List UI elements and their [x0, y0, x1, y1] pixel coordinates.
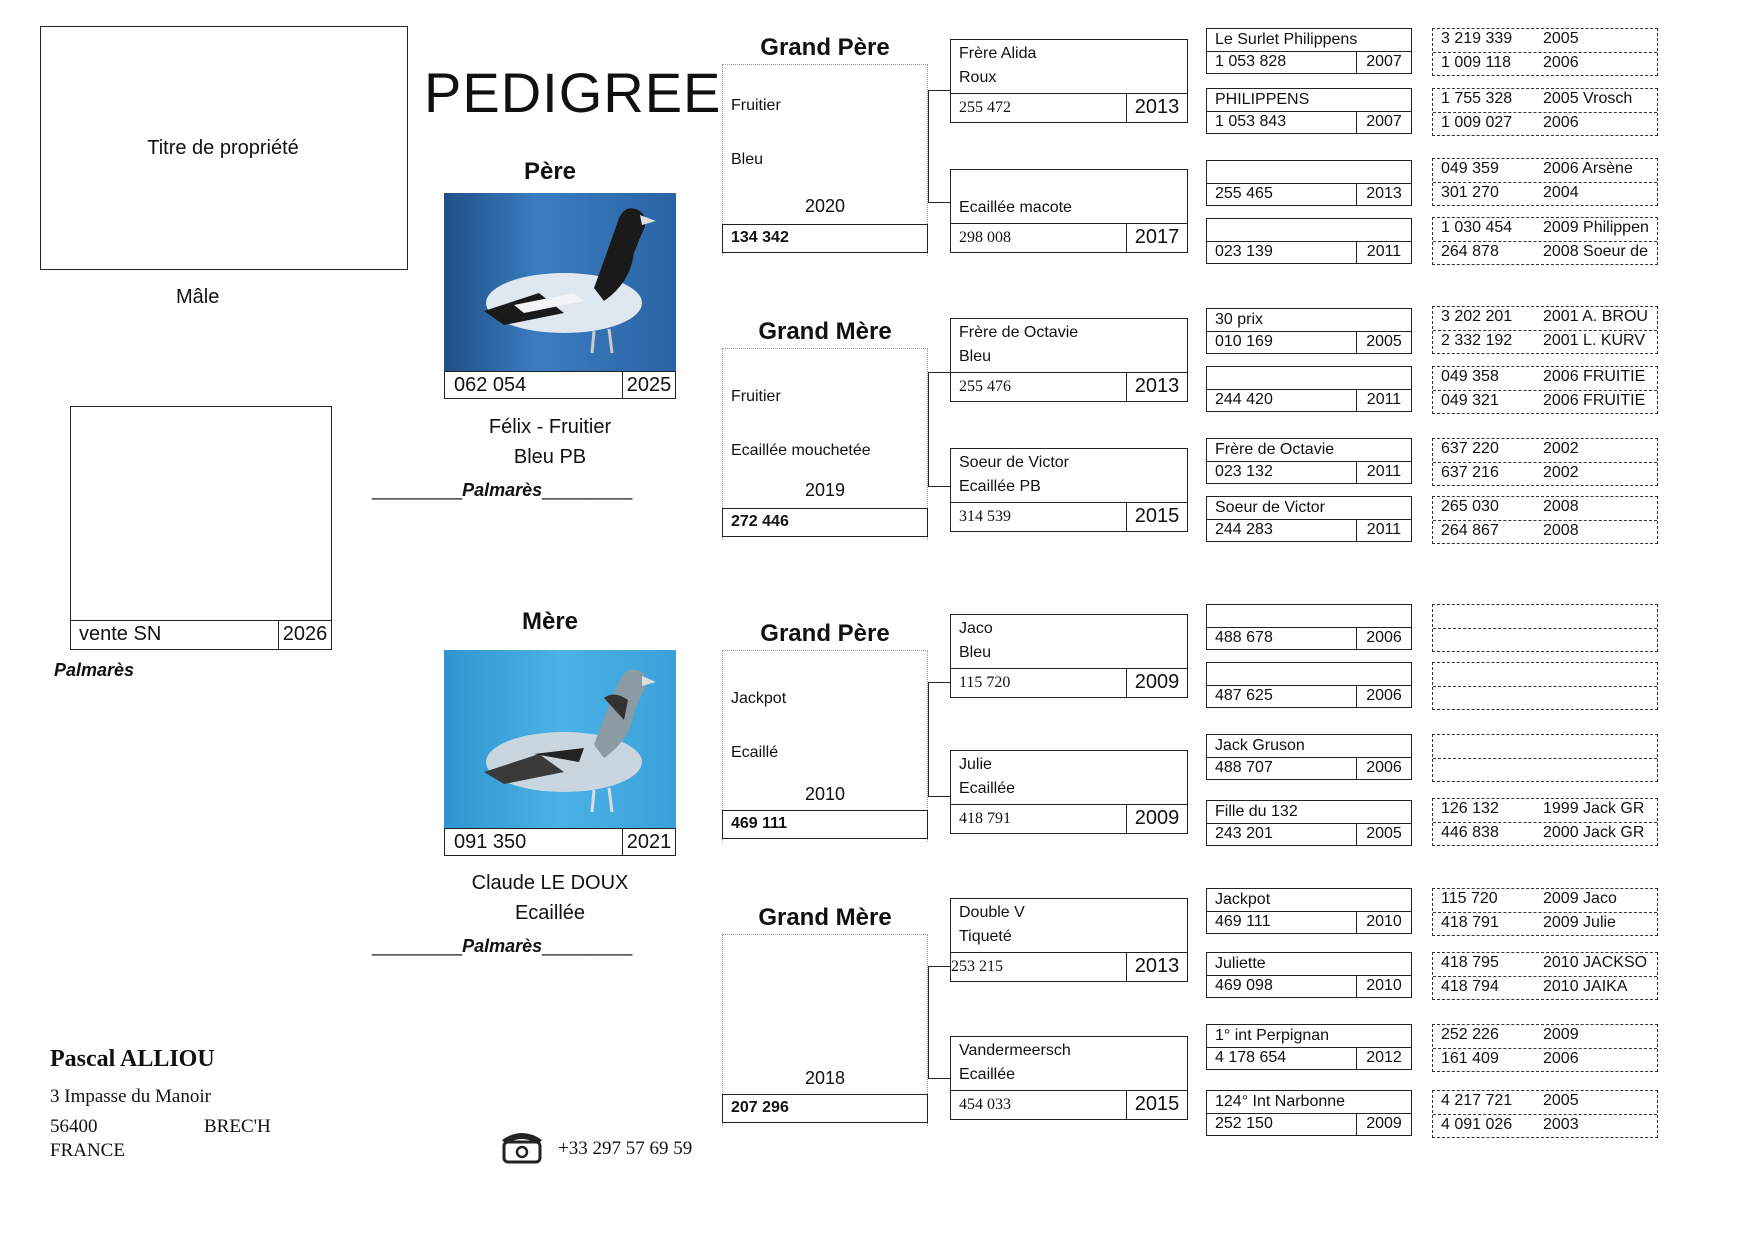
gen5-ring: 049 358	[1441, 368, 1499, 385]
gen5-ring: 418 795	[1441, 954, 1499, 971]
pere-color: Bleu PB	[513, 446, 587, 468]
gen5-info: 2001 A. BROU	[1543, 308, 1648, 325]
gen5-info: 2005	[1543, 1092, 1579, 1109]
mere-id-bar	[444, 828, 676, 856]
gen5-cell-16	[1432, 1090, 1658, 1138]
pere-name: Félix - Fruitier	[488, 416, 612, 438]
grandparent-ring: 469 111	[722, 810, 928, 839]
gen5-info: 2006 FRUITIE	[1543, 368, 1646, 385]
gen5-ring: 4 091 026	[1441, 1116, 1513, 1133]
gen4-cell-7	[1206, 438, 1412, 484]
gen5-info: 2000 Jack GR	[1543, 824, 1645, 841]
mere-palmares	[372, 936, 632, 957]
subject-palmares: Palmarès	[54, 660, 135, 680]
subject-sale: vente SN	[79, 623, 162, 645]
gen5-ring: 418 794	[1441, 978, 1499, 995]
gen4-year: 2006	[1356, 686, 1411, 707]
gen4-name: 124° Int Narbonne	[1215, 1093, 1346, 1110]
ggp-line2: Bleu	[959, 348, 992, 365]
grandparent-line1: Fruitier	[731, 97, 781, 114]
grandparent-line2: Ecaillé	[731, 744, 779, 761]
great-grandparent-1	[950, 39, 1188, 123]
ggp-ring: 314 539	[959, 508, 1011, 525]
gen5-ring: 265 030	[1441, 498, 1499, 515]
gen4-ring: 244 420	[1215, 391, 1273, 408]
gen4-year: 2012	[1356, 1048, 1411, 1069]
gen5-info: 1999 Jack GR	[1543, 800, 1645, 817]
great-grandparent-8	[950, 1036, 1188, 1120]
gen4-cell-15	[1206, 1024, 1412, 1070]
pere-year: 2025	[622, 372, 675, 398]
pere-photo	[444, 193, 676, 371]
gen5-cell-11	[1432, 734, 1658, 782]
gen5-info: 2005 Vrosch	[1543, 90, 1633, 107]
gen4-cell-1	[1206, 28, 1412, 74]
mere-name: Claude LE DOUX	[471, 872, 629, 894]
ggp-line2: Bleu	[959, 644, 992, 661]
gen5-cell-1	[1432, 28, 1658, 76]
gen4-name: Jack Gruson	[1215, 737, 1305, 754]
ggp-ring: 255 472	[959, 99, 1011, 116]
gen4-ring: 4 178 654	[1215, 1049, 1287, 1066]
gen5-cell-14	[1432, 952, 1658, 1000]
ggp-ring: 115 720	[959, 674, 1011, 691]
ggp-line2: Ecaillée	[959, 780, 1016, 797]
page-title: PEDIGREE	[424, 61, 722, 124]
gen5-info: 2006	[1543, 54, 1579, 71]
gen5-ring: 264 867	[1441, 522, 1499, 539]
mere-photo	[444, 650, 676, 828]
gen4-cell-16	[1206, 1090, 1412, 1136]
great-grandparent-6	[950, 750, 1188, 834]
grandparent-ring: 272 446	[722, 508, 928, 537]
pere-palmares-prefix: _________	[372, 480, 463, 500]
mere-palmares-prefix: _________	[372, 936, 463, 956]
grandparent-year: 2020	[804, 196, 846, 216]
ggp-ring: 253 215	[951, 958, 1003, 975]
ggp-line2: Roux	[959, 69, 997, 86]
gen4-name: Juliette	[1215, 955, 1266, 972]
gen4-year: 2013	[1356, 184, 1411, 205]
gen5-ring: 4 217 721	[1441, 1092, 1513, 1109]
gen4-name: Soeur de Victor	[1215, 499, 1325, 516]
gen5-ring: 2 332 192	[1441, 332, 1513, 349]
gen5-ring: 049 321	[1441, 392, 1499, 409]
gen4-cell-2	[1206, 88, 1412, 134]
gen5-cell-8	[1432, 496, 1658, 544]
gen5-info: 2008	[1543, 522, 1579, 539]
gen4-year: 2011	[1356, 462, 1411, 483]
gen4-year: 2011	[1356, 520, 1411, 541]
mere-palmares-label: Palmarès	[462, 936, 543, 956]
gen5-ring: 446 838	[1441, 824, 1499, 841]
gen4-year: 2009	[1356, 1114, 1411, 1135]
great-grandparent-4	[950, 448, 1188, 532]
mere-label: Mère	[521, 608, 579, 635]
ggp-year: 2015	[1126, 503, 1187, 531]
gen4-year: 2006	[1356, 758, 1411, 779]
gen4-name: PHILIPPENS	[1215, 91, 1310, 108]
grandparent-year: 2019	[804, 480, 846, 500]
grandparent-year: 2010	[804, 784, 846, 804]
gen4-ring: 023 139	[1215, 243, 1273, 260]
ggp-line1: Frère de Octavie	[959, 324, 1079, 341]
mere-palmares-suffix: _________	[542, 936, 633, 956]
gen4-cell-4	[1206, 218, 1412, 264]
ggp-line1: Julie	[959, 756, 992, 773]
gen5-cell-3	[1432, 158, 1658, 206]
gen5-info: 2001 L. KURV	[1543, 332, 1645, 349]
pigeon-mere-icon	[444, 650, 676, 828]
gen5-cell-10	[1432, 662, 1658, 710]
mere-ring: 091 350	[454, 831, 527, 853]
ggp-year: 2013	[1126, 953, 1187, 981]
great-grandparent-7	[950, 898, 1188, 982]
breeder-postcode: 56400	[50, 1116, 98, 1137]
gen5-info: 2008	[1543, 498, 1579, 515]
gen5-info: 2006	[1543, 1050, 1579, 1067]
grandparent-title: Grand Mère	[758, 318, 892, 345]
grandparent-ring: 134 342	[722, 224, 928, 253]
gen4-year: 2011	[1356, 390, 1411, 411]
gen4-year: 2007	[1356, 52, 1411, 73]
mere-year: 2021	[622, 829, 675, 855]
gen5-cell-15	[1432, 1024, 1658, 1072]
gen4-year: 2007	[1356, 112, 1411, 133]
gen5-ring: 301 270	[1441, 184, 1499, 201]
gen5-cell-9	[1432, 604, 1658, 652]
gen4-cell-6	[1206, 366, 1412, 412]
gen5-ring: 161 409	[1441, 1050, 1499, 1067]
gen4-name: 30 prix	[1215, 311, 1264, 328]
gen5-ring: 637 220	[1441, 440, 1499, 457]
grandparent-title: Grand Père	[760, 34, 890, 61]
pere-ring: 062 054	[454, 374, 527, 396]
gen4-cell-8	[1206, 496, 1412, 542]
pigeon-pere-icon	[444, 193, 676, 371]
ggp-line2: Ecaillée macote	[959, 199, 1072, 216]
gen5-info: 2002	[1543, 464, 1579, 481]
gen4-ring: 1 053 828	[1215, 53, 1287, 70]
pere-palmares-suffix: _________	[542, 480, 633, 500]
gen4-name: 1° int Perpignan	[1215, 1027, 1330, 1044]
gen5-ring: 3 219 339	[1441, 30, 1513, 47]
gen4-year: 2010	[1356, 912, 1411, 933]
grandparent-line1: Fruitier	[731, 388, 781, 405]
gen4-ring: 469 111	[1215, 913, 1271, 930]
breeder-country: FRANCE	[50, 1140, 125, 1161]
gen4-ring: 243 201	[1215, 825, 1273, 842]
grandparent-line2: Ecaillée mouchetée	[731, 442, 871, 459]
gen5-info: 2009 Philippen	[1543, 219, 1649, 236]
gen5-info: 2006 Arsène	[1543, 160, 1633, 177]
gen5-info: 2004	[1543, 184, 1579, 201]
gen5-ring: 252 226	[1441, 1026, 1499, 1043]
gen4-ring: 255 465	[1215, 185, 1273, 202]
gen4-ring: 244 283	[1215, 521, 1273, 538]
mere-color: Ecaillée	[514, 902, 586, 924]
gen5-info: 2003	[1543, 1116, 1579, 1133]
grandparent-line1: Jackpot	[731, 690, 787, 707]
gen5-ring: 1 009 118	[1441, 54, 1511, 71]
phone-icon	[500, 1128, 544, 1164]
grandparent-line2: Bleu	[731, 151, 764, 168]
grandparent-year: 2018	[804, 1068, 846, 1088]
pere-id-bar	[444, 371, 676, 399]
gen5-ring: 637 216	[1441, 464, 1499, 481]
ggp-line1: Vandermeersch	[959, 1042, 1071, 1059]
gen4-ring: 252 150	[1215, 1115, 1273, 1132]
gen4-cell-12	[1206, 800, 1412, 846]
gen5-ring: 418 791	[1441, 914, 1499, 931]
ggp-year: 2013	[1126, 94, 1187, 122]
breeder-city: BREC'H	[204, 1116, 271, 1137]
gen4-ring: 469 098	[1215, 977, 1273, 994]
gen5-info: 2002	[1543, 440, 1579, 457]
subject-id-bar	[71, 620, 331, 649]
ggp-ring: 298 008	[959, 229, 1011, 246]
great-grandparent-2	[950, 169, 1188, 253]
gen5-ring: 3 202 201	[1441, 308, 1513, 325]
gen5-cell-12	[1432, 798, 1658, 846]
gen4-ring: 023 132	[1215, 463, 1273, 480]
gen5-cell-13	[1432, 888, 1658, 936]
ggp-line1: Soeur de Victor	[959, 454, 1069, 471]
gen5-ring: 1 030 454	[1441, 219, 1513, 236]
ggp-line1: Jaco	[959, 620, 993, 637]
gen5-info: 2005	[1543, 30, 1579, 47]
ggp-line1: Double V	[959, 904, 1025, 921]
pere-palmares-label: Palmarès	[462, 480, 543, 500]
gen5-info: 2006	[1543, 114, 1579, 131]
gen5-cell-2	[1432, 88, 1658, 136]
gen4-ring: 488 678	[1215, 629, 1273, 646]
breeder-name: Pascal ALLIOU	[50, 1046, 215, 1072]
grandparent-ring: 207 296	[722, 1094, 928, 1123]
ggp-ring: 454 033	[959, 1096, 1011, 1113]
gen4-year: 2006	[1356, 628, 1411, 649]
gen4-cell-13	[1206, 888, 1412, 934]
gen4-year: 2011	[1356, 242, 1411, 263]
gen4-ring: 010 169	[1215, 333, 1273, 350]
gen5-info: 2010 JAIKA	[1543, 978, 1628, 995]
ggp-line2: Tiqueté	[959, 928, 1012, 945]
gen4-ring: 488 707	[1215, 759, 1273, 776]
ggp-ring: 255 476	[959, 378, 1011, 395]
gen5-info: 2009	[1543, 1026, 1579, 1043]
gen4-cell-5	[1206, 308, 1412, 354]
gen4-name: Jackpot	[1215, 891, 1271, 908]
gen5-info: 2009 Julie	[1543, 914, 1616, 931]
grandparent-title: Grand Père	[760, 620, 890, 647]
breeder-street: 3 Impasse du Manoir	[50, 1086, 211, 1107]
gen5-info: 2010 JACKSO	[1543, 954, 1648, 971]
gen4-year: 2010	[1356, 976, 1411, 997]
gen4-name: Frère de Octavie	[1215, 441, 1335, 458]
gen5-ring: 126 132	[1441, 800, 1499, 817]
gen4-year: 2005	[1356, 824, 1411, 845]
ggp-line2: Ecaillée	[959, 1066, 1016, 1083]
ggp-ring: 418 791	[959, 810, 1011, 827]
gen4-year: 2005	[1356, 332, 1411, 353]
ggp-line1: Frère Alida	[959, 45, 1037, 62]
gen5-info: 2006 FRUITIE	[1543, 392, 1646, 409]
subject-year: 2026	[278, 621, 331, 649]
gen5-ring: 115 720	[1441, 890, 1498, 907]
gen5-ring: 264 878	[1441, 243, 1499, 260]
ggp-year: 2009	[1126, 669, 1187, 697]
gen5-info: 2008 Soeur de	[1543, 243, 1648, 260]
ggp-year: 2017	[1126, 224, 1187, 252]
ggp-year: 2009	[1126, 805, 1187, 833]
gen5-ring: 049 359	[1441, 160, 1499, 177]
ggp-line2: Ecaillée PB	[959, 478, 1041, 495]
gen5-cell-4	[1432, 217, 1658, 265]
gen4-cell-11	[1206, 734, 1412, 780]
gen4-cell-10	[1206, 662, 1412, 708]
gen5-ring: 1 755 328	[1441, 90, 1513, 107]
gen4-cell-14	[1206, 952, 1412, 998]
gen4-ring: 1 053 843	[1215, 113, 1287, 130]
pere-label: Père	[523, 158, 577, 185]
breeder-phone: +33 297 57 69 59	[558, 1138, 693, 1159]
pere-palmares	[372, 480, 632, 501]
gen5-ring: 1 009 027	[1441, 114, 1513, 131]
great-grandparent-3	[950, 318, 1188, 402]
grandparent-title: Grand Mère	[758, 904, 892, 931]
gen5-cell-7	[1432, 438, 1658, 486]
gen5-cell-5	[1432, 306, 1658, 354]
ownership-label: Titre de propriété	[147, 137, 299, 159]
gen4-name: Fille du 132	[1215, 803, 1298, 820]
subject-photo-box	[70, 406, 332, 650]
gen4-ring: 487 625	[1215, 687, 1273, 704]
ggp-year: 2015	[1126, 1091, 1187, 1119]
gen4-name: Le Surlet Philippens	[1215, 31, 1358, 48]
sex-label: Mâle	[176, 286, 220, 308]
great-grandparent-5	[950, 614, 1188, 698]
ggp-year: 2013	[1126, 373, 1187, 401]
gen4-cell-9	[1206, 604, 1412, 650]
gen4-cell-3	[1206, 160, 1412, 206]
gen5-cell-6	[1432, 366, 1658, 414]
ownership-box	[40, 26, 408, 270]
gen5-info: 2009 Jaco	[1543, 890, 1617, 907]
